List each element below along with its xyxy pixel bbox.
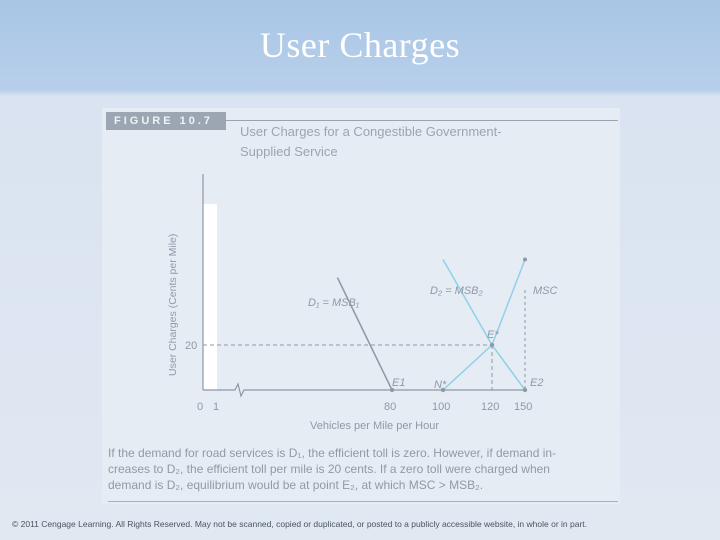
label-e-star: E* bbox=[487, 329, 499, 341]
curve-d1-msb1 bbox=[337, 278, 392, 391]
label-d1: D₁ = MSB₁ bbox=[308, 297, 360, 309]
curve-msc bbox=[443, 260, 525, 391]
x-axis bbox=[203, 384, 525, 396]
x-axis-label: Vehicles per Mile per Hour bbox=[310, 420, 440, 432]
point-e bbox=[490, 343, 494, 347]
label-msc: MSC bbox=[533, 285, 558, 297]
figure-title-line-2: Supplied Service bbox=[240, 144, 338, 159]
caption-line-2: creases to D₂, the efficient toll per mile is 20 cents. If a zero toll were charged when bbox=[108, 462, 550, 476]
point-marks bbox=[390, 258, 527, 393]
x-tick-120: 120 bbox=[481, 401, 500, 413]
x-tick-100: 100 bbox=[432, 401, 451, 413]
caption-line-3: demand is D₂, equilibrium would be at point E₂, at which MSC > MSB₂. bbox=[108, 478, 484, 492]
label-n-star: N* bbox=[434, 379, 447, 391]
caption-rule bbox=[108, 501, 618, 502]
curve-d2-msb2 bbox=[443, 260, 525, 391]
slide-title: User Charges bbox=[259, 25, 461, 65]
x-tick-1: 1 bbox=[213, 401, 220, 413]
figure-label: FIGURE 10.7 bbox=[106, 112, 226, 130]
white-bar bbox=[203, 204, 217, 390]
x-tick-80: 80 bbox=[384, 401, 397, 413]
x-tick-150: 150 bbox=[514, 401, 533, 413]
figure-caption bbox=[108, 445, 620, 493]
label-e1: E1 bbox=[392, 377, 406, 389]
label-d2: D₂ = MSB₂ bbox=[430, 285, 483, 297]
y-axis-label: User Charges (Cents per Mile) bbox=[167, 233, 179, 376]
point-msc-end bbox=[523, 258, 527, 262]
caption-line-1: If the demand for road services is D₁, the efficient toll is zero. However, if demand in- bbox=[108, 446, 557, 460]
y-tick-20: 20 bbox=[185, 340, 198, 352]
copyright-footer: © 2011 Cengage Learning. All Rights Reserved. May not be scanned, copied or duplicated, or posted to a publicly accessible website, in whole or in part. bbox=[12, 519, 587, 529]
figure-title-line-1: User Charges for a Congestible Government- bbox=[240, 124, 502, 139]
label-e2: E2 bbox=[530, 377, 544, 389]
x-tick-0: 0 bbox=[197, 401, 204, 413]
point-e2 bbox=[523, 388, 527, 392]
